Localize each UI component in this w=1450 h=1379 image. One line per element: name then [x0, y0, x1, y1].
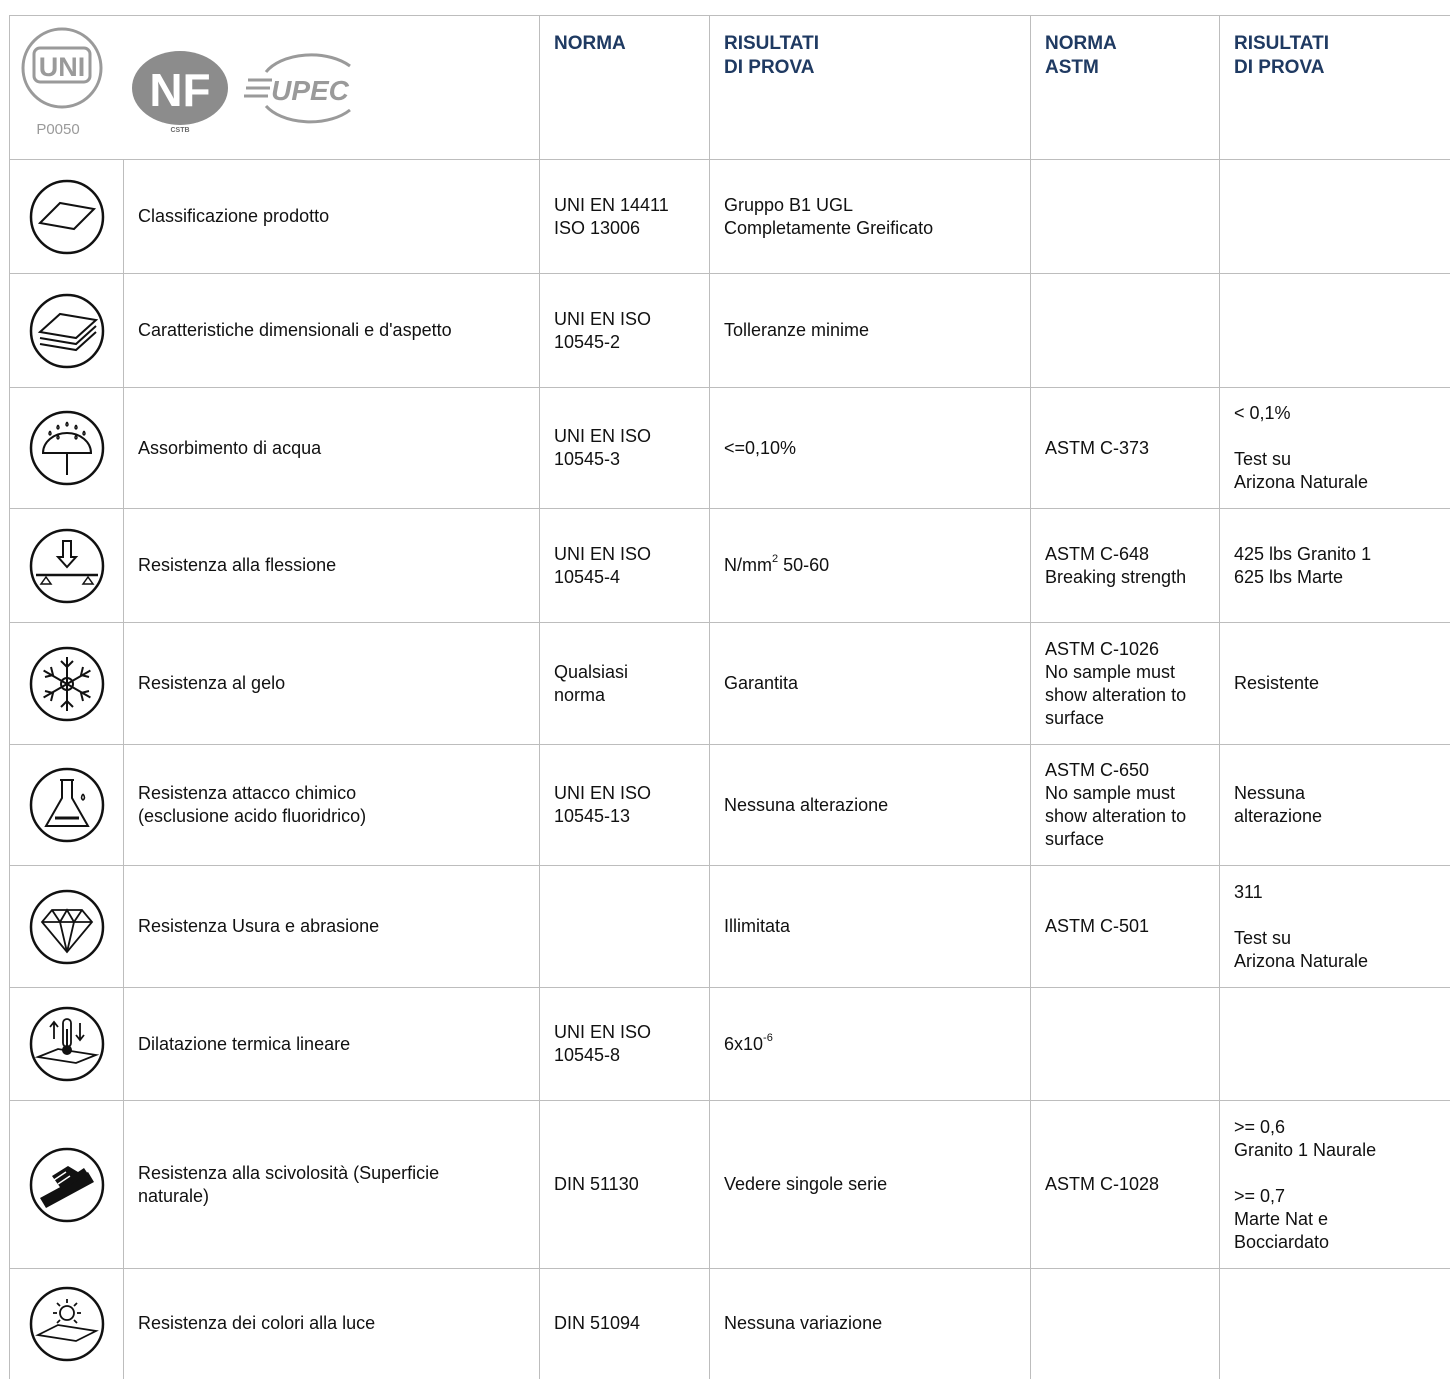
table-row [10, 388, 1450, 509]
row-norma-text: UNI EN 14411 ISO 13006 [554, 195, 669, 238]
row-label-text: Assorbimento di acqua [138, 438, 321, 458]
row-astm-result [1220, 274, 1450, 388]
row-risultato [710, 988, 1031, 1101]
row-label [124, 509, 540, 623]
row-norma-text: DIN 51094 [554, 1313, 640, 1333]
row-label-text: Resistenza alla scivolosità (Superficie naturale) [138, 1163, 439, 1206]
row-label [124, 745, 540, 866]
row-risultato-text: Vedere singole serie [724, 1174, 887, 1194]
row-icon-cell [10, 623, 124, 745]
header-risultati-astm [1220, 16, 1450, 160]
row-norma [540, 988, 710, 1101]
row-label [124, 866, 540, 988]
row-astm [1031, 1269, 1220, 1379]
row-norma-text: UNI EN ISO 10545-13 [554, 783, 651, 826]
row-astm-result-note: >= 0,7 Marte Nat e Bocciardato [1234, 1186, 1329, 1252]
row-astm-text: ASTM C-1028 [1045, 1174, 1159, 1194]
row-astm [1031, 988, 1220, 1101]
row-icon-cell [10, 160, 124, 274]
sun-icon [24, 1285, 109, 1363]
row-risultato-exponent: 2 [772, 553, 778, 565]
table-row [10, 274, 1450, 388]
row-norma [540, 866, 710, 988]
row-norma-text: UNI EN ISO 10545-2 [554, 309, 651, 352]
row-astm-result-text: 425 lbs Granito 1 625 lbs Marte [1234, 544, 1371, 587]
uni-logo-code: P0050 [36, 121, 79, 136]
row-risultato-text: Nessuna alterazione [724, 795, 888, 815]
row-risultato-text: Illimitata [724, 916, 790, 936]
uni-logo-text: UNI [39, 52, 86, 82]
row-norma-text: UNI EN ISO 10545-3 [554, 426, 651, 469]
row-astm-text: ASTM C-501 [1045, 916, 1149, 936]
row-risultato-text: <=0,10% [724, 438, 796, 458]
row-astm [1031, 274, 1220, 388]
table-row [10, 1101, 1450, 1269]
header-norma [540, 16, 710, 160]
row-label-text: Caratteristiche dimensionali e d'aspetto [138, 320, 452, 340]
table-row [10, 866, 1450, 988]
slip-shoe-icon [24, 1146, 109, 1224]
technical-spec-table [9, 15, 1450, 1379]
row-label [124, 1101, 540, 1269]
certification-logos-svg [20, 24, 360, 136]
nf-logo-sub: CSTB [170, 127, 189, 134]
header-norma-astm [1031, 16, 1220, 160]
row-label [124, 988, 540, 1101]
row-norma-text: UNI EN ISO 10545-8 [554, 1022, 651, 1065]
upec-logo [244, 55, 350, 122]
row-norma [540, 274, 710, 388]
nf-logo [132, 51, 228, 134]
row-risultato [710, 866, 1031, 988]
nf-logo-text: NF [149, 64, 210, 116]
table-row [10, 1269, 1450, 1379]
row-astm [1031, 745, 1220, 866]
row-risultato-exponent: -6 [763, 1032, 773, 1044]
row-astm-result-note: Test su Arizona Naturale [1234, 928, 1368, 971]
row-risultato [710, 160, 1031, 274]
row-astm [1031, 388, 1220, 509]
row-risultato-text: Garantita [724, 673, 798, 693]
row-label [124, 160, 540, 274]
table-row [10, 623, 1450, 745]
row-norma [540, 745, 710, 866]
row-risultato [710, 1269, 1031, 1379]
row-label [124, 274, 540, 388]
row-risultato [710, 623, 1031, 745]
row-norma [540, 509, 710, 623]
row-icon-cell [10, 745, 124, 866]
row-astm-result [1220, 745, 1450, 866]
uni-logo [23, 29, 101, 136]
row-astm-result-text: Resistente [1234, 673, 1319, 693]
row-risultato [710, 1101, 1031, 1269]
flexion-icon [24, 527, 109, 605]
umbrella-rain-icon [24, 409, 109, 487]
tile-icon [24, 178, 109, 256]
row-norma [540, 1269, 710, 1379]
row-icon-cell [10, 988, 124, 1101]
row-label-text: Resistenza dei colori alla luce [138, 1313, 375, 1333]
row-astm-result [1220, 1269, 1450, 1379]
header-risultati-astm-label: RISULTATI DI PROVA [1234, 32, 1437, 80]
snowflake-icon [24, 645, 109, 723]
row-astm [1031, 1101, 1220, 1269]
row-icon-cell [10, 388, 124, 509]
row-icon-cell [10, 509, 124, 623]
row-astm-text: ASTM C-1026 No sample must show alteration to surface [1045, 639, 1186, 728]
row-astm-text: ASTM C-373 [1045, 438, 1149, 458]
row-risultato [710, 509, 1031, 623]
row-astm-result [1220, 509, 1450, 623]
row-icon-cell [10, 866, 124, 988]
header-norma-label: NORMA [554, 32, 695, 56]
table-row [10, 160, 1450, 274]
row-norma-text: Qualsiasi norma [554, 662, 628, 705]
row-norma-text: UNI EN ISO 10545-4 [554, 544, 651, 587]
header-risultati-label: RISULTATI DI PROVA [724, 32, 1016, 80]
row-astm-result [1220, 866, 1450, 988]
row-astm-result [1220, 160, 1450, 274]
diamond-icon [24, 888, 109, 966]
row-risultato [710, 745, 1031, 866]
row-risultato-text: Nessuna variazione [724, 1313, 882, 1333]
row-astm [1031, 866, 1220, 988]
row-norma [540, 623, 710, 745]
row-astm-result [1220, 1101, 1450, 1269]
table-row [10, 509, 1450, 623]
row-astm-result-note: Test su Arizona Naturale [1234, 449, 1368, 492]
row-risultato [710, 388, 1031, 509]
row-astm-result-text: Nessuna alterazione [1234, 783, 1322, 826]
row-label-text: Resistenza Usura e abrasione [138, 916, 379, 936]
row-risultato-text: Gruppo B1 UGL Completamente Greificato [724, 195, 933, 238]
row-astm-result [1220, 988, 1450, 1101]
row-astm-result-value: < 0,1% [1234, 403, 1291, 423]
table-row [10, 745, 1450, 866]
row-astm-result-value: 311 [1234, 882, 1263, 902]
upec-logo-text: UPEC [271, 75, 350, 106]
row-astm-result-value: >= 0,6 Granito 1 Naurale [1234, 1117, 1376, 1160]
row-astm [1031, 160, 1220, 274]
row-icon-cell [10, 1101, 124, 1269]
row-label-text: Resistenza al gelo [138, 673, 285, 693]
flask-icon [24, 766, 109, 844]
stacked-tiles-icon [24, 292, 109, 370]
row-astm [1031, 623, 1220, 745]
header-risultati [710, 16, 1031, 160]
row-astm-result [1220, 388, 1450, 509]
row-risultato-unit: N/mm [724, 555, 772, 575]
row-label-text: Dilatazione termica lineare [138, 1034, 350, 1054]
row-norma [540, 1101, 710, 1269]
row-label [124, 1269, 540, 1379]
row-icon-cell [10, 1269, 124, 1379]
row-astm-text: ASTM C-650 No sample must show alteration to surface [1045, 760, 1186, 849]
header-norma-astm-label: NORMA ASTM [1045, 32, 1205, 80]
row-label [124, 623, 540, 745]
certification-logos [10, 16, 540, 160]
row-astm-result [1220, 623, 1450, 745]
row-risultato-range: 50-60 [778, 555, 829, 575]
row-norma-text: DIN 51130 [554, 1174, 639, 1194]
row-risultato-text: Tolleranze minime [724, 320, 869, 340]
row-astm-text: ASTM C-648 Breaking strength [1045, 544, 1186, 587]
row-icon-cell [10, 274, 124, 388]
row-astm [1031, 509, 1220, 623]
table-row [10, 988, 1450, 1101]
thermometer-icon [24, 1005, 109, 1083]
row-risultato-base: 6x10 [724, 1034, 763, 1054]
row-label-text: Classificazione prodotto [138, 206, 329, 226]
row-risultato [710, 274, 1031, 388]
row-label [124, 388, 540, 509]
row-label-text: Resistenza alla flessione [138, 555, 336, 575]
row-label-text: Resistenza attacco chimico (esclusione acido fluoridrico) [138, 783, 366, 826]
table-header-row [10, 16, 1450, 160]
row-norma [540, 388, 710, 509]
row-norma [540, 160, 710, 274]
